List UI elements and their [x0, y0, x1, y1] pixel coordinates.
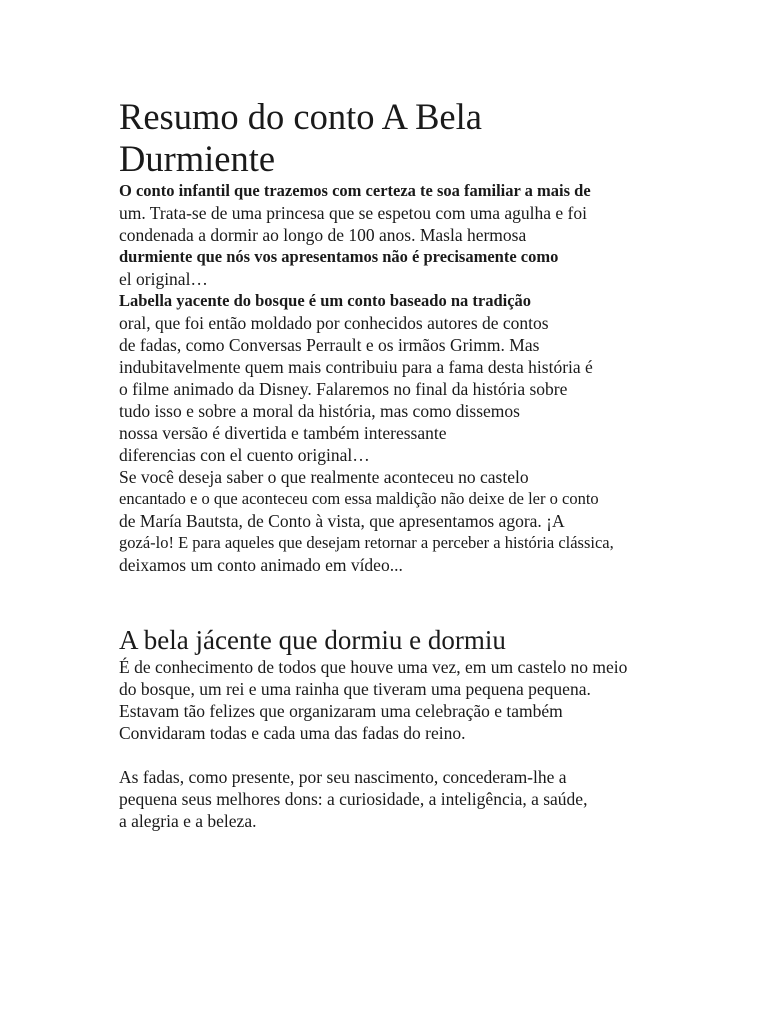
text-line: As fadas, como presente, por seu nascimento, concederam-lhe a	[119, 767, 567, 787]
title-line: Durmiente	[119, 138, 276, 179]
text-line: durmiente que nós vos apresentamos não é precisamente como	[119, 247, 559, 266]
text-line: Se você deseja saber o que realmente aconteceu no castelo	[119, 467, 529, 487]
text-line: Estavam tão felizes que organizaram uma celebração e também	[119, 701, 563, 721]
text-line: a alegria e a beleza.	[119, 811, 257, 831]
paragraph-gap	[119, 744, 679, 766]
text-line: nossa versão é divertida e também interessante	[119, 423, 447, 443]
text-line: É de conhecimento de todos que houve uma vez, em um castelo no meio	[119, 657, 628, 677]
text-line: indubitavelmente quem mais contribuiu para a fama desta história é	[119, 357, 593, 377]
text-line: el original…	[119, 269, 208, 289]
document-title	[119, 96, 679, 180]
text-line: pequena seus melhores dons: a curiosidade, a inteligência, a saúde,	[119, 789, 588, 809]
text-line: O conto infantil que trazemos com certeza te soa familiar a mais de	[119, 181, 591, 200]
text-line: Convidaram todas e cada uma das fadas do reino.	[119, 723, 466, 743]
text-line: de fadas, como Conversas Perrault e os irmãos Grimm. Mas	[119, 335, 540, 355]
text-line: gozá-lo! E para aqueles que desejam retornar a perceber a história clássica,	[119, 533, 614, 552]
text-line: deixamos um conto animado em vídeo...	[119, 555, 403, 575]
text-line: do bosque, um rei e uma rainha que tiveram uma pequena pequena.	[119, 679, 591, 699]
text-line: encantado e o que aconteceu com essa maldição não deixe de ler o conto	[119, 489, 599, 508]
text-line: o filme animado da Disney. Falaremos no final da história sobre	[119, 379, 568, 399]
text-line: Labella yacente do bosque é um conto baseado na tradição	[119, 291, 532, 310]
story-paragraph-1	[119, 656, 679, 744]
text-line: condenada a dormir ao longo de 100 anos. Masla hermosa	[119, 225, 527, 245]
title-line: Resumo do conto A Bela	[119, 96, 482, 137]
text-line: um. Trata-se de uma princesa que se espetou com uma agulha e foi	[119, 203, 587, 223]
text-line: diferencias con el cuento original…	[119, 445, 370, 465]
section-heading: A bela jácente que dormiu e dormiu	[119, 625, 506, 655]
document-page	[119, 96, 679, 832]
text-line: tudo isso e sobre a moral da história, mas como dissemos	[119, 401, 520, 421]
intro-paragraph	[119, 180, 679, 576]
text-line: de María Bautsta, de Conto à vista, que apresentamos agora. ¡A	[119, 511, 565, 531]
text-line: oral, que foi então moldado por conhecidos autores de contos	[119, 313, 549, 333]
story-paragraph-2	[119, 766, 679, 832]
